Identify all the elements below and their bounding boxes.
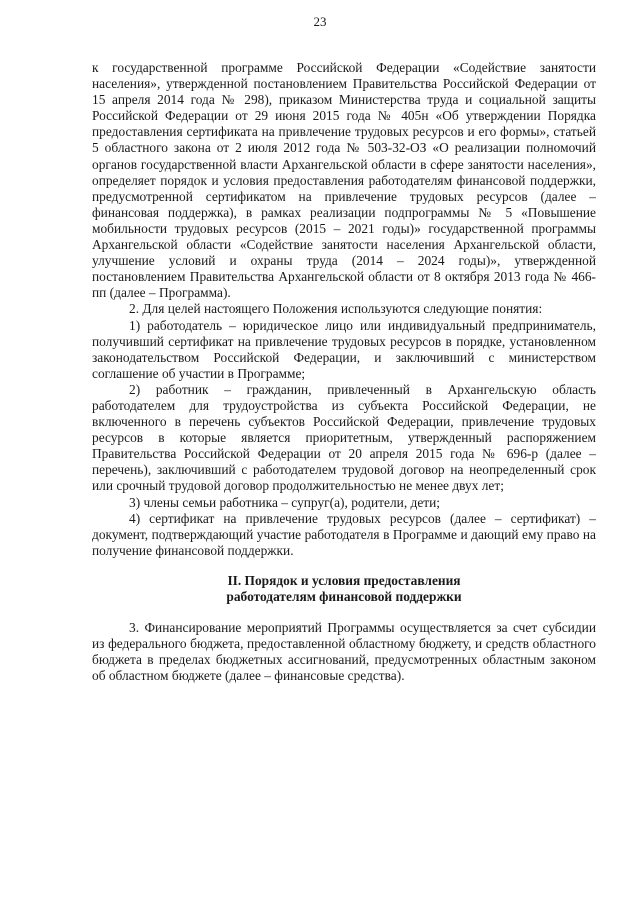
section-heading-line-2: работодателям финансовой поддержки bbox=[226, 589, 462, 605]
definition-certificate: 4) сертификат на привлечение трудовых ресурсов (далее – сертификат) – документ, подтверждающий участие работодателя в Программе и дающий ему право на получение финансовой поддержки. bbox=[92, 510, 596, 558]
section-heading-line-1: II. Порядок и условия предоставления bbox=[227, 572, 461, 588]
paragraph-continuation: к государственной программе Российской Федерации «Содействие занятости населения», утвержденной постановлением Правительства Российской Федерации от 15 апреля 2014 года № 298), приказом Министерства труда и социальной защиты Российской Федерации от 29 июня 2015 года № 405н «Об утверждении Порядка предоставления сертификата на привлечение трудовых ресурсов и его формы», статьей 5 областного закона от 2 июля 2012 года № 503-32-ОЗ «О реализации полномочий органов государственной власти Архангельской области в сфере занятости населения», определяет порядок и условия предоставления работодателям финансовой поддержки, предусмотренной сертификатом на привлечение трудовых ресурсов (далее – финансовая поддержка), в рамках реализации подпрограммы № 5 «Повышение мобильности трудовых ресурсов (2015 – 2021 годы)» государственной программы Архангельской области «Содействие занятости населения Архангельской области, улучшение условий и охраны труда (2014 – 2024 годы)», утвержденной постановлением Правительства Архангельской области от 8 октября 2013 года № 466-пп (далее – Программа). bbox=[92, 60, 596, 301]
paragraph-definitions-intro: 2. Для целей настоящего Положения используются следующие понятия: bbox=[129, 301, 543, 317]
section-heading bbox=[92, 573, 596, 606]
page-number: 23 bbox=[313, 14, 327, 29]
paragraph-financing: 3. Финансирование мероприятий Программы осуществляется за счет субсидии из федерального бюджета, предоставленной областному бюджету, и средств областного бюджета в пределах бюджетных ассигнований, предусмотренных областным законом об областном бюджете (далее – финансовые средства). bbox=[92, 619, 596, 684]
definition-employer: 1) работодатель – юридическое лицо или индивидуальный предприниматель, получивший сертификат на привлечение трудовых ресурсов в порядке, установленном законодательством Российской Федерации, и заключивший с министерством соглашение об участии в Программе; bbox=[92, 317, 596, 381]
definition-family-members: 3) члены семьи работника – супруг(а), родители, дети; bbox=[129, 494, 441, 510]
body-text bbox=[92, 60, 596, 684]
definition-worker: 2) работник – гражданин, привлеченный в Архангельскую область работодателем для трудоустройства из субъекта Российской Федерации, не включенного в перечень субъектов Российской Федерации, привлечение трудовых ресурсов в которые является приоритетным, утвержденный распоряжением Правительства Российской Федерации от 20 апреля 2015 года № 696-р (далее – перечень), заключивший с работодателем трудовой договор на неопределенный срок или срочный трудовой договор продолжительностью не менее двух лет; bbox=[92, 381, 596, 494]
